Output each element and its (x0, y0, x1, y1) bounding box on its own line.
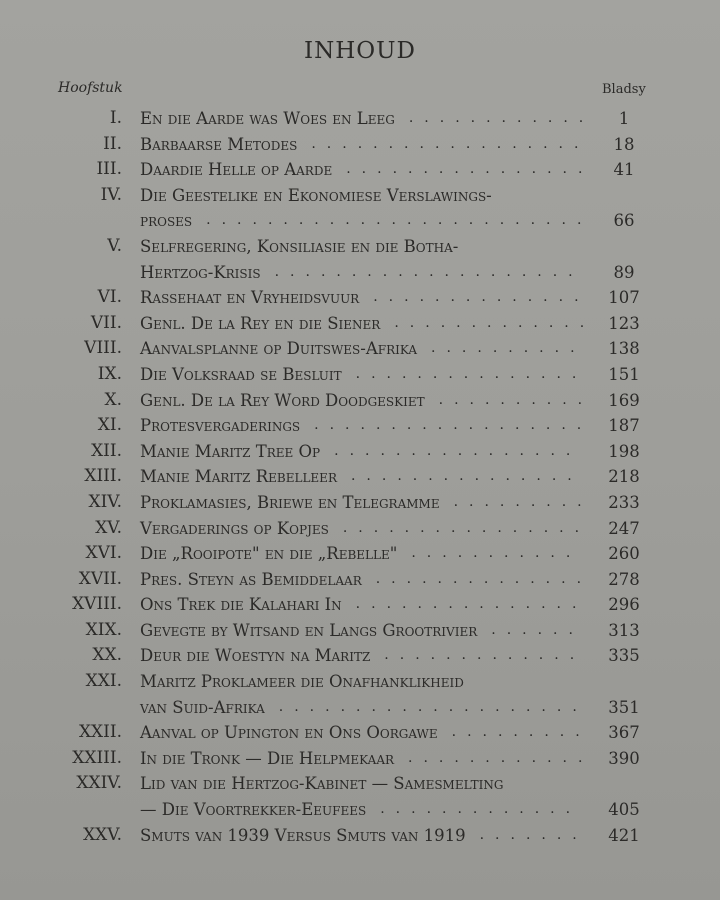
chapter-numeral: XXIII. (72, 747, 122, 768)
chapter-title: Gevegte by Witsand en Langs Grootrivier (140, 620, 478, 640)
leader-dots: .......... (438, 391, 594, 408)
chapter-title: In die Tronk — Die Helpmekaar (140, 748, 395, 768)
toc-line (0, 643, 720, 669)
page-column-header: Bladsy (602, 82, 646, 97)
leader-dots: ............. (384, 647, 586, 664)
chapter-numeral: XXI. (85, 671, 122, 692)
chapter-numeral: III. (96, 159, 122, 180)
chapter-numeral: XV. (95, 517, 122, 538)
toc-line (0, 234, 720, 260)
leader-dots: ......................... (206, 212, 593, 229)
leader-dots: ......... (451, 724, 591, 741)
chapter-numeral: XVII. (78, 568, 122, 589)
chapter-title: Vergaderings op Kopjes (140, 518, 329, 538)
leader-dots: ............ (408, 749, 594, 766)
chapter-numeral: VI. (97, 287, 122, 308)
leader-dots: ........... (411, 545, 582, 562)
toc-line (0, 618, 720, 644)
toc-line (0, 797, 720, 823)
chapter-numeral: XIII. (84, 466, 122, 487)
toc-line (0, 464, 720, 490)
page-number: 390 (608, 748, 640, 768)
page-number: 66 (613, 211, 635, 231)
chapter-title: Daardie Helle op Aarde (140, 160, 333, 180)
chapter-title: — Die Voortrekker-Eeufees (140, 800, 367, 820)
chapter-numeral: II. (103, 133, 122, 154)
page-number: 123 (608, 313, 640, 333)
toc-entry (0, 132, 720, 158)
leader-dots: ......... (453, 493, 593, 510)
chapter-numeral: VII. (90, 312, 122, 333)
chapter-title: Aanvalsplanne op Duitswes-Afrika (140, 339, 418, 359)
chapter-numeral: IX. (97, 363, 122, 384)
chapter-title: Hertzog-Krisis (140, 262, 261, 282)
chapter-title: Manie Maritz Tree Op (140, 441, 321, 461)
leader-dots: .................... (278, 698, 588, 715)
chapter-numeral: VIII. (84, 338, 122, 359)
leader-dots: .................... (274, 263, 584, 280)
toc-entry (0, 464, 720, 490)
leader-dots: ................ (334, 442, 582, 459)
toc-entry (0, 618, 720, 644)
chapter-numeral: XIV. (88, 491, 122, 512)
toc-line (0, 285, 720, 311)
chapter-numeral: XI. (97, 415, 122, 436)
chapter-numeral: X. (104, 389, 122, 410)
toc-entry (0, 183, 720, 234)
toc-entry (0, 516, 720, 542)
chapter-numeral: XII. (91, 440, 122, 461)
chapter-title: Die Geestelike en Ekonomiese Verslawings- (140, 185, 492, 205)
toc-entry (0, 106, 720, 132)
page-number: 198 (608, 441, 640, 461)
page-number: 335 (608, 646, 640, 666)
page-number: 351 (608, 697, 640, 717)
chapter-title: Deur die Woestyn na Maritz (140, 646, 371, 666)
chapter-title: Proklamasies, Briewe en Telegramme (140, 492, 440, 512)
page-number: 169 (608, 390, 640, 410)
toc-line (0, 157, 720, 183)
leader-dots: ............... (355, 365, 588, 382)
chapter-numeral: XXV. (83, 824, 122, 845)
leader-dots: ....... (479, 826, 588, 843)
toc-entry (0, 157, 720, 183)
toc-line (0, 541, 720, 567)
page-number: 1 (618, 109, 630, 128)
chapter-numeral: I. (109, 108, 122, 128)
toc-line (0, 823, 720, 849)
page-number: 247 (608, 518, 640, 538)
page-number: 296 (608, 595, 640, 615)
toc-entry (0, 567, 720, 593)
chapter-numeral: XX. (92, 645, 122, 666)
chapter-column-header: Hoofstuk (58, 80, 123, 96)
toc-line (0, 336, 720, 362)
chapter-numeral: XXII. (78, 722, 122, 743)
toc-entry (0, 311, 720, 337)
toc-line (0, 183, 720, 209)
leader-dots: .............. (373, 289, 590, 306)
chapter-title: Ons Trek die Kalahari In (140, 595, 342, 615)
toc-line (0, 567, 720, 593)
chapter-title: van Suid-Afrika (140, 697, 265, 717)
toc-line (0, 490, 720, 516)
page-number: 278 (608, 569, 640, 589)
leader-dots: .................. (314, 417, 593, 434)
toc-line (0, 695, 720, 721)
toc-entry (0, 771, 720, 822)
chapter-numeral: V. (107, 235, 122, 256)
chapter-title: En die Aarde was Woes en Leeg (140, 109, 395, 128)
toc-entry (0, 490, 720, 516)
page-number: 107 (608, 288, 640, 308)
chapter-title: Rassehaat en Vryheidsvuur (140, 288, 360, 308)
toc-entry (0, 234, 720, 285)
chapter-title: Aanval op Upington en Ons Oorgawe (140, 723, 438, 743)
leader-dots: ............. (394, 314, 596, 331)
page-number: 187 (608, 416, 640, 436)
chapter-title: Genl. De la Rey en die Siener (140, 313, 381, 333)
chapter-numeral: XXIV. (76, 773, 122, 794)
chapter-title: Lid van die Hertzog-Kabinet — Samesmelting (140, 774, 504, 794)
page-title: INHOUD (304, 38, 416, 64)
page-number: 18 (613, 134, 635, 154)
toc-entry (0, 413, 720, 439)
toc-entry (0, 643, 720, 669)
chapter-title: Smuts van 1939 Versus Smuts van 1919 (140, 825, 466, 845)
chapter-title: Pres. Steyn as Bemiddelaar (140, 569, 362, 589)
chapter-title: proses (140, 211, 193, 231)
chapter-title: Die „Rooipote" en die „Rebelle" (140, 544, 398, 564)
toc-entry (0, 388, 720, 414)
leader-dots: .............. (375, 570, 593, 587)
leader-dots: ................ (346, 161, 594, 178)
chapter-title: Manie Maritz Rebelleer (140, 467, 337, 487)
page-number: 260 (608, 544, 640, 564)
page-number: 218 (608, 467, 640, 487)
toc-line (0, 362, 720, 388)
chapter-numeral: XVIII. (72, 594, 122, 615)
toc-entry (0, 746, 720, 772)
toc-line (0, 132, 720, 158)
page-number: 89 (613, 262, 635, 282)
toc-line (0, 388, 720, 414)
leader-dots: ...... (491, 621, 584, 638)
toc-entry (0, 541, 720, 567)
chapter-title: Die Volksraad se Besluit (140, 364, 342, 384)
chapter-title: Genl. De la Rey Word Doodgeskiet (140, 390, 425, 410)
leader-dots: ............... (355, 596, 588, 613)
leader-dots: ............... (350, 468, 583, 485)
toc-line (0, 516, 720, 542)
toc-line (0, 208, 720, 234)
page-number: 421 (608, 825, 640, 845)
page-number: 151 (608, 364, 640, 384)
toc-line (0, 771, 720, 797)
chapter-numeral: IV. (100, 184, 122, 205)
leader-dots: .......... (431, 340, 586, 357)
chapter-title: Protesvergaderings (140, 416, 301, 436)
leader-dots: ............. (380, 801, 582, 818)
toc-line (0, 311, 720, 337)
toc-line (0, 439, 720, 465)
leader-dots: ................ (342, 519, 591, 536)
toc-line (0, 260, 720, 286)
toc-entry (0, 669, 720, 720)
toc-line (0, 592, 720, 618)
leader-dots: ............ (408, 110, 595, 126)
page-number: 233 (608, 492, 640, 512)
table-of-contents (0, 106, 720, 848)
toc-entry (0, 823, 720, 849)
page-number: 405 (608, 800, 640, 820)
toc-line (0, 413, 720, 439)
chapter-title: Barbaarse Metodes (140, 134, 298, 154)
page-number: 138 (608, 339, 640, 359)
toc-entry (0, 336, 720, 362)
toc-entry (0, 439, 720, 465)
chapter-title: Maritz Proklameer die Onafhanklikheid (140, 672, 464, 692)
page-number: 313 (608, 620, 640, 640)
chapter-numeral: XVI. (85, 543, 122, 564)
toc-entry (0, 592, 720, 618)
chapter-numeral: XIX. (85, 619, 122, 640)
chapter-title: Selfregering, Konsiliasie en die Botha- (140, 236, 459, 256)
toc-line (0, 720, 720, 746)
leader-dots: .................. (311, 135, 590, 152)
toc-line (0, 106, 720, 132)
toc-entry (0, 285, 720, 311)
toc-line (0, 746, 720, 772)
toc-line (0, 669, 720, 695)
toc-entry (0, 720, 720, 746)
toc-entry (0, 362, 720, 388)
page-number: 41 (613, 160, 635, 180)
page-number: 367 (608, 723, 640, 743)
